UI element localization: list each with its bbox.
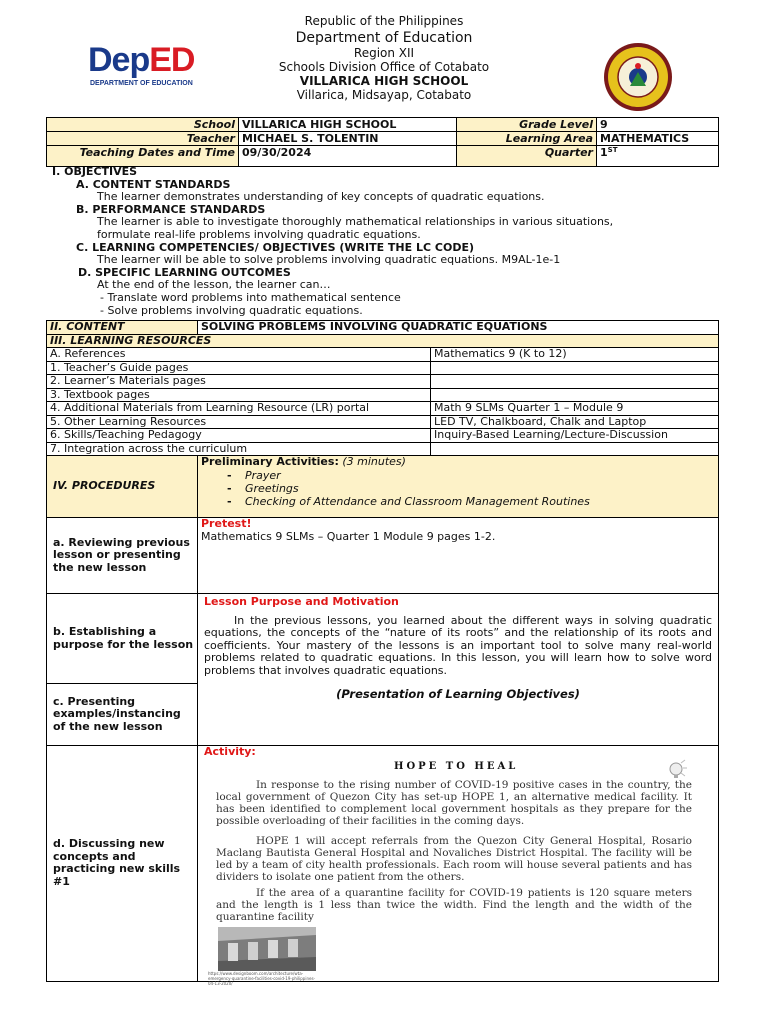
content-label: II. CONTENT (47, 321, 198, 335)
objectives-heading: I. OBJECTIVES (52, 165, 138, 178)
lesson-info-table (46, 117, 719, 167)
worksheet-paragraph-3: If the area of a quarantine facility for COVID-19 patients is 120 square meters and the length is 1 less than twice the width. Find the length and the width of the quarantine facility (216, 886, 692, 923)
header-division: Schools Division Office of Cotabato (278, 60, 490, 74)
activity-worksheet (204, 759, 712, 986)
procedures-label: IV. PROCEDURES (47, 456, 198, 518)
resource-value: Mathematics 9 (K to 12) (431, 348, 719, 362)
deped-logo (88, 40, 198, 96)
resource-label: 3. Textbook pages (47, 388, 431, 402)
worksheet-paragraph-1: In response to the rising number of COVID-19 positive cases in the country, the local government of Quezon City has set-up HOPE 1, an alternative medical facility. It has been identified to complement local government hospitals as they prepare for the possible overloading of their facilities in the coming days. (216, 778, 692, 827)
quarter-suffix: ST (607, 146, 618, 154)
competencies-heading: C. LEARNING COMPETENCIES/ OBJECTIVES (WRITE THE LC CODE) (76, 240, 474, 254)
resource-label: 2. Learner’s Materials pages (47, 375, 431, 389)
resource-value (431, 442, 719, 456)
school-value: VILLARICA HIGH SCHOOL (239, 118, 457, 132)
worksheet-paragraph-2: HOPE 1 will accept referrals from the Quezon City General Hospital, Rosario Maclang Bautista General Hospital and Novaliches District Hospital. The facility will be led by a team of city health professionals. Each room will house several patients and has dividers to isolate one patient from the others. (216, 834, 692, 883)
area-value: MATHEMATICS (597, 132, 719, 146)
performance-standards-text-2: formulate real-life problems involving quadratic equations. (97, 227, 421, 241)
resource-value (431, 388, 719, 402)
resource-label: A. References (47, 348, 431, 362)
grade-label: Grade Level (457, 118, 597, 132)
outcome-item: - Translate word problems into mathematical sentence (100, 290, 401, 304)
resource-value: Inquiry-Based Learning/Lecture-Discussion (431, 429, 719, 443)
objectives-presentation: (Presentation of Learning Objectives) (336, 687, 580, 701)
competencies-text: The learner will be able to solve problems involving quadratic equations. M9AL-1e-1 (97, 253, 561, 267)
content-value: SOLVING PROBLEMS INVOLVING QUADRATIC EQUATIONS (198, 321, 719, 335)
resource-label: 1. Teacher’s Guide pages (47, 361, 431, 375)
preliminary-activities (198, 456, 719, 518)
school-seal-icon (603, 42, 673, 112)
lesson-plan-table (46, 320, 719, 986)
purpose-text: In the previous lessons, you learned about the different ways in solving quadratic equations, the concepts of the “nature of its roots” and the relationship of its roots and coefficients. Your mastery of the lessons is an important tool to solve many real-world problems related to quadratic equations. In this lesson, you will learn how to solve word problems that involves quadratic equations. (204, 613, 713, 677)
outcome-item: - Solve problems involving quadratic equations. (100, 303, 363, 317)
header-department: Department of Education (295, 30, 473, 46)
dates-value: 09/30/2024 (239, 146, 457, 167)
school-label: School (47, 118, 239, 132)
resource-label: 5. Other Learning Resources (47, 415, 431, 429)
header-republic: Republic of the Philippines (304, 14, 464, 28)
header-region: Region XII (353, 46, 415, 60)
resource-value (431, 375, 719, 389)
resource-value: Math 9 SLMs Quarter 1 – Module 9 (431, 402, 719, 416)
area-label: Learning Area (457, 132, 597, 146)
outcomes-heading: D. SPECIFIC LEARNING OUTCOMES (78, 265, 291, 279)
resource-value: LED TV, Chalkboard, Chalk and Laptop (431, 415, 719, 429)
photo-caption: https://www.designboom.com/architecture/wta-emergency-quarantine-facilities-covid-19-philippines-04-13-2020/ (208, 970, 315, 986)
header-address: Villarica, Midsayap, Cotabato (296, 88, 472, 102)
step-a-content (198, 518, 719, 594)
grade-value: 9 (597, 118, 719, 132)
quarter-label: Quarter (457, 146, 597, 167)
quarter-value: 1ST (597, 146, 719, 167)
step-c-label: c. Presenting examples/instancing of the new lesson (47, 684, 198, 746)
performance-standards-heading: B. PERFORMANCE STANDARDS (76, 202, 266, 216)
resource-value (431, 361, 719, 375)
step-d-label: d. Discussing new concepts and practicing new skills #1 (47, 746, 198, 982)
outcomes-text: At the end of the lesson, the learner can… (97, 278, 331, 292)
content-standards-heading: A. CONTENT STANDARDS (76, 177, 231, 191)
activity-heading: Activity: (204, 745, 256, 758)
pretest-heading: Pretest! (201, 517, 252, 530)
prelim-heading: Preliminary Activities: (201, 455, 339, 468)
prelim-item: - Prayer (201, 469, 715, 482)
step-bc-content (198, 594, 719, 746)
logo-subtitle: DEPARTMENT OF EDUCATION (90, 80, 193, 87)
step-d-content (198, 745, 719, 986)
objectives-section (52, 166, 732, 317)
resource-label: 6. Skills/Teaching Pedagogy (47, 429, 431, 443)
step-b-label: b. Establishing a purpose for the lesson (47, 594, 198, 684)
logo-word-dep: Dep (88, 41, 150, 79)
purpose-heading: Lesson Purpose and Motivation (204, 595, 399, 608)
step-a-label: a. Reviewing previous lesson or presenting the new lesson (47, 518, 198, 594)
prelim-item: - Greetings (201, 482, 715, 495)
prelim-time: (3 minutes) (342, 455, 406, 468)
dates-label: Teaching Dates and Time (47, 146, 239, 167)
resource-label: 7. Integration across the curriculum (47, 442, 431, 456)
pretest-text: Mathematics 9 SLMs – Quarter 1 Module 9 pages 1-2. (201, 529, 496, 543)
resources-label: III. LEARNING RESOURCES (47, 334, 719, 348)
lightbulb-icon (666, 759, 688, 781)
facility-photo (218, 927, 316, 971)
teacher-label: Teacher (47, 132, 239, 146)
content-standards-text: The learner demonstrates understanding of key concepts of quadratic equations. (97, 190, 545, 204)
performance-standards-text-1: The learner is able to investigate thoroughly mathematical relationships in various situations, (97, 215, 614, 229)
prelim-item: - Checking of Attendance and Classroom Management Routines (201, 495, 715, 508)
resource-label: 4. Additional Materials from Learning Resource (LR) portal (47, 402, 431, 416)
document-header (0, 12, 768, 104)
logo-word-ed: ED (149, 41, 195, 79)
header-school: VILLARICA HIGH SCHOOL (299, 74, 469, 88)
worksheet-title: HOPE TO HEAL (394, 760, 519, 772)
teacher-value: MICHAEL S. TOLENTIN (239, 132, 457, 146)
